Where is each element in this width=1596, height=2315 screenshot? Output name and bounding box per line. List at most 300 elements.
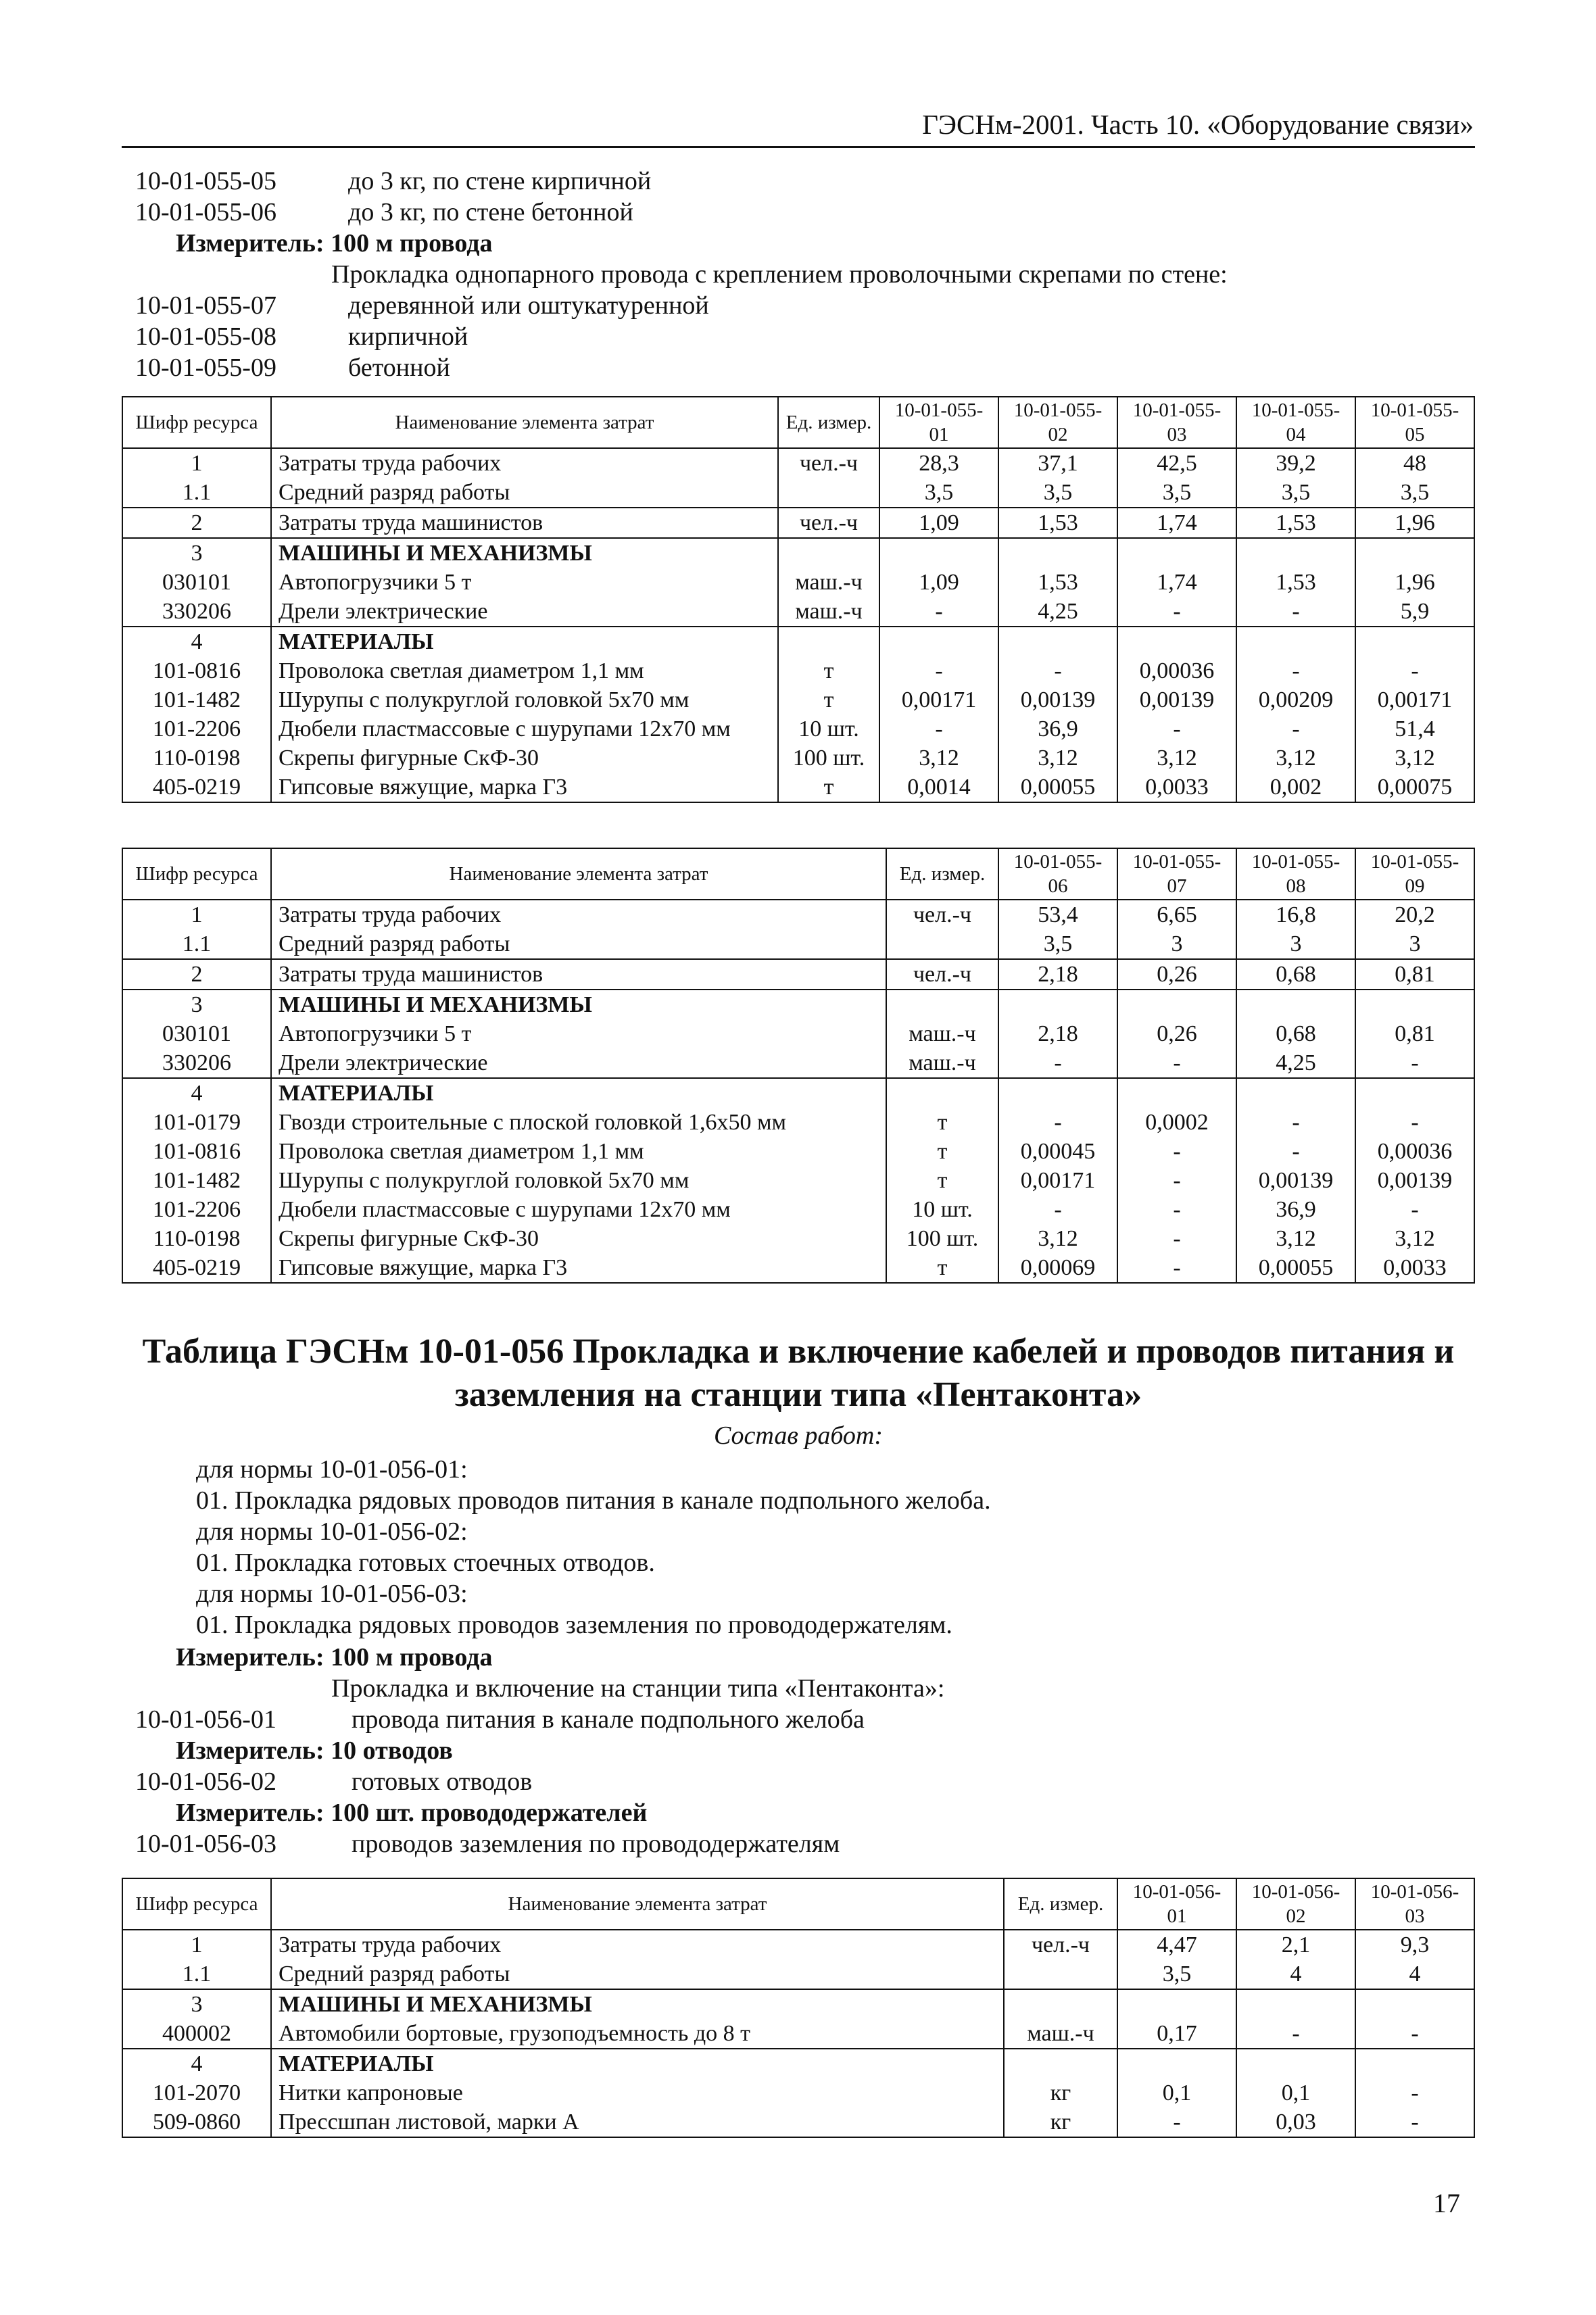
norm-value-cell: 16,8 (1236, 900, 1355, 929)
norm-value-cell (1117, 538, 1236, 568)
unit-cell: маш.-ч (778, 568, 879, 597)
norm-value-cell: - (1355, 2107, 1474, 2137)
norm-value-cell: 3 (1117, 929, 1236, 959)
norm-value-cell: 0,00075 (1355, 773, 1474, 802)
norm-value-cell: - (1236, 1108, 1355, 1137)
norm-value-cell: 0,00171 (1355, 685, 1474, 714)
table-title-line: заземления на станции типа «Пентаконта» (454, 1375, 1142, 1414)
norm-value-cell: 1,53 (998, 568, 1117, 597)
table-row (122, 685, 1474, 714)
norm-value-cell: 0,002 (1236, 773, 1355, 802)
cost-element-cell: Автомобили бортовые, грузоподъемность до 8 т (271, 2019, 1004, 2049)
column-header: 10-01-055-03 (1117, 397, 1236, 448)
cost-element-cell: Проволока светлая диаметром 1,1 мм (271, 1137, 886, 1166)
norm-value-cell: 0,00171 (879, 685, 998, 714)
composition-title: Состав работ: (713, 1421, 884, 1450)
measure-line (176, 1734, 453, 1767)
resource-table-055-a (122, 396, 1475, 803)
norm-value-cell: - (1117, 1137, 1236, 1166)
cost-element-cell: Шурупы с полукруглой головкой 5х70 мм (271, 1166, 886, 1195)
norm-value-cell: 3,12 (879, 744, 998, 773)
norm-value-cell: 1,53 (998, 508, 1117, 538)
resource-code-cell: 1.1 (122, 929, 271, 959)
cost-element-cell: Автопогрузчики 5 т (271, 1019, 886, 1048)
table-row (122, 929, 1474, 959)
norm-value-cell: 0,68 (1236, 1019, 1355, 1048)
table-row (122, 1959, 1474, 1989)
unit-cell: т (886, 1166, 998, 1195)
norm-value-cell: 0,17 (1117, 2019, 1236, 2049)
unit-cell (778, 627, 879, 656)
measure-line (176, 1797, 647, 1829)
table-row (122, 2019, 1474, 2049)
norm-value-cell (1355, 990, 1474, 1019)
resource-code-cell: 101-0816 (122, 1137, 271, 1166)
resource-code-cell: 1 (122, 900, 271, 929)
norm-value-cell: 1,74 (1117, 568, 1236, 597)
unit-cell: т (886, 1253, 998, 1283)
norm-value-cell: - (1355, 2078, 1474, 2107)
norm-value-cell: 3,12 (998, 1224, 1117, 1253)
column-header: 10-01-055-02 (998, 397, 1117, 448)
norm-value-cell: 36,9 (998, 714, 1117, 744)
column-header: Ед. измер. (778, 397, 879, 448)
table-row (122, 990, 1474, 1019)
norm-value-cell: - (998, 1108, 1117, 1137)
resource-code-cell: 330206 (122, 597, 271, 627)
resource-code-cell: 030101 (122, 1019, 271, 1048)
norm-value-cell: 1,96 (1355, 568, 1474, 597)
norm-value-cell: 0,00139 (998, 685, 1117, 714)
cost-element-cell: Шурупы с полукруглой головкой 5х70 мм (271, 685, 778, 714)
table-row (122, 448, 1474, 478)
unit-cell: маш.-ч (886, 1019, 998, 1048)
table-title (122, 1330, 1475, 1417)
norm-value-cell: - (998, 1048, 1117, 1078)
norm-value-cell: - (1355, 1048, 1474, 1078)
resource-code-cell: 101-0816 (122, 656, 271, 685)
page-number: 17 (1433, 2188, 1460, 2218)
norm-text: готовых отводов (352, 1768, 533, 1796)
table-row (122, 900, 1474, 929)
table-row (122, 597, 1474, 627)
norm-value-cell (1117, 1989, 1236, 2019)
norm-value-cell: 3,5 (1117, 1959, 1236, 1989)
norm-code: 10-01-055-06 (135, 198, 276, 226)
norm-value-cell: - (879, 597, 998, 627)
norm-value-cell: 3 (1236, 929, 1355, 959)
norm-text: деревянной или оштукатуренной (348, 291, 709, 320)
norm-value-cell: 0,1 (1117, 2078, 1236, 2107)
cost-element-cell: Скрепы фигурные СкФ-30 (271, 744, 778, 773)
cost-element-cell: Скрепы фигурные СкФ-30 (271, 1224, 886, 1253)
unit-cell: т (778, 685, 879, 714)
norm-value-cell (1117, 2049, 1236, 2078)
norm-value-cell: 0,81 (1355, 959, 1474, 990)
norm-value-cell: 0,00045 (998, 1137, 1117, 1166)
column-header: 10-01-055-06 (998, 848, 1117, 900)
cost-element-cell: Затраты труда рабочих (271, 1930, 1004, 1959)
norm-value-cell: 0,0014 (879, 773, 998, 802)
norm-value-cell: 0,26 (1117, 959, 1236, 990)
cost-element-cell: МАТЕРИАЛЫ (271, 627, 778, 656)
cost-element-cell: МАШИНЫ И МЕХАНИЗМЫ (271, 1989, 1004, 2019)
column-header: 10-01-055-01 (879, 397, 998, 448)
unit-cell (1004, 1959, 1117, 1989)
resource-code-cell: 4 (122, 2049, 271, 2078)
norm-value-cell: 3,12 (998, 744, 1117, 773)
cost-element-cell: Затраты труда рабочих (271, 448, 778, 478)
cost-element-cell: Прессшпан листовой, марки А (271, 2107, 1004, 2137)
norm-text: кирпичной (348, 322, 468, 351)
resource-table-055-b (122, 848, 1475, 1284)
table-row (122, 2107, 1474, 2137)
measure-line (176, 227, 493, 260)
cost-element-cell: Гвозди строительные с плоской головкой 1,6х50 мм (271, 1108, 886, 1137)
table-row (122, 538, 1474, 568)
norm-text: бетонной (348, 354, 450, 382)
measure-label: Измеритель: (176, 1736, 324, 1765)
composition-line: для нормы 10-01-056-03: (196, 1580, 468, 1608)
unit-cell: т (778, 773, 879, 802)
norm-value-cell: 28,3 (879, 448, 998, 478)
norm-value-cell: 3,12 (1236, 744, 1355, 773)
column-header: 10-01-056-03 (1355, 1878, 1474, 1930)
table-row (122, 656, 1474, 685)
norm-value-cell: 0,00069 (998, 1253, 1117, 1283)
composition-line: для нормы 10-01-056-01: (196, 1455, 468, 1484)
running-header: ГЭСНм-2001. Часть 10. «Оборудование связи» (922, 109, 1474, 140)
unit-cell: 10 шт. (886, 1195, 998, 1224)
norm-value-cell: 4 (1355, 1959, 1474, 1989)
resource-code-cell: 110-0198 (122, 744, 271, 773)
table-row (122, 1930, 1474, 1959)
resource-code-cell: 110-0198 (122, 1224, 271, 1253)
resource-code-cell: 405-0219 (122, 773, 271, 802)
norm-code: 10-01-055-09 (135, 354, 276, 382)
norm-value-cell (1355, 538, 1474, 568)
resource-code-cell: 101-0179 (122, 1108, 271, 1137)
header-rule (122, 146, 1475, 148)
norm-value-cell: 0,0033 (1355, 1253, 1474, 1283)
norm-value-cell: 0,00036 (1117, 656, 1236, 685)
resource-code-cell: 330206 (122, 1048, 271, 1078)
column-header: 10-01-056-01 (1117, 1878, 1236, 1930)
unit-cell: чел.-ч (1004, 1930, 1117, 1959)
norm-text: до 3 кг, по стене кирпичной (348, 167, 652, 195)
unit-cell: чел.-ч (778, 508, 879, 538)
table-row (122, 2049, 1474, 2078)
norm-value-cell (879, 627, 998, 656)
cost-element-cell: Автопогрузчики 5 т (271, 568, 778, 597)
table-row (122, 714, 1474, 744)
norm-value-cell (1117, 990, 1236, 1019)
table-row (122, 1048, 1474, 1078)
resource-code-cell: 1.1 (122, 1959, 271, 1989)
norm-value-cell: 3,5 (998, 929, 1117, 959)
table-row (122, 1137, 1474, 1166)
norm-value-cell: 53,4 (998, 900, 1117, 929)
column-header: Наименование элемента затрат (271, 848, 886, 900)
table-row (122, 1253, 1474, 1283)
table-row (122, 773, 1474, 802)
resource-code-cell: 2 (122, 959, 271, 990)
norm-value-cell: - (1117, 714, 1236, 744)
norm-value-cell: 42,5 (1117, 448, 1236, 478)
norm-value-cell: 1,74 (1117, 508, 1236, 538)
norm-code: 10-01-056-03 (135, 1830, 276, 1858)
norm-value-cell: 1,53 (1236, 508, 1355, 538)
unit-cell: чел.-ч (886, 900, 998, 929)
norm-value-cell: - (1355, 1195, 1474, 1224)
norm-value-cell (1236, 538, 1355, 568)
table-row (122, 1108, 1474, 1137)
table-row (122, 1019, 1474, 1048)
norm-value-cell: 4,25 (998, 597, 1117, 627)
norm-value-cell (998, 990, 1117, 1019)
norm-value-cell: - (1355, 1108, 1474, 1137)
table-header-row (122, 397, 1474, 448)
norm-value-cell: - (1236, 597, 1355, 627)
norm-value-cell: 0,00055 (998, 773, 1117, 802)
table-row (122, 744, 1474, 773)
norm-value-cell: 3,5 (998, 478, 1117, 508)
norm-value-cell: 0,00139 (1236, 1166, 1355, 1195)
subheading: Прокладка однопарного провода с креплением проволочными скрепами по стене: (331, 260, 1228, 289)
norm-value-cell: 1,96 (1355, 508, 1474, 538)
table-row (122, 1195, 1474, 1224)
resource-code-cell: 2 (122, 508, 271, 538)
norm-value-cell (1117, 627, 1236, 656)
norm-value-cell: - (879, 656, 998, 685)
norm-value-cell: - (1117, 597, 1236, 627)
column-header: Ед. измер. (1004, 1878, 1117, 1930)
norm-value-cell: - (1355, 656, 1474, 685)
cost-element-cell: Средний разряд работы (271, 478, 778, 508)
unit-cell (778, 478, 879, 508)
norm-code: 10-01-055-07 (135, 291, 276, 320)
table-row (122, 568, 1474, 597)
norm-value-cell (1355, 1989, 1474, 2019)
norm-value-cell: - (1117, 1166, 1236, 1195)
composition-line: для нормы 10-01-056-02: (196, 1517, 468, 1546)
resource-code-cell: 101-2206 (122, 714, 271, 744)
unit-cell: 100 шт. (778, 744, 879, 773)
norm-value-cell (998, 1078, 1117, 1108)
unit-cell: т (886, 1137, 998, 1166)
column-header: 10-01-055-05 (1355, 397, 1474, 448)
resource-code-cell: 030101 (122, 568, 271, 597)
cost-element-cell: Гипсовые вяжущие, марка Г3 (271, 1253, 886, 1283)
norm-value-cell: 2,18 (998, 1019, 1117, 1048)
measure-value: 10 отводов (331, 1736, 453, 1765)
column-header: 10-01-055-07 (1117, 848, 1236, 900)
table-title-line: Таблица ГЭСНм 10-01-056 Прокладка и включение кабелей и проводов питания и (142, 1332, 1455, 1371)
table-row (122, 627, 1474, 656)
norm-value-cell: 3,5 (879, 478, 998, 508)
norm-text: проводов заземления по провододержателям (352, 1830, 840, 1858)
column-header: 10-01-055-08 (1236, 848, 1355, 900)
norm-value-cell: 0,00055 (1236, 1253, 1355, 1283)
norm-value-cell (998, 538, 1117, 568)
column-header: 10-01-055-09 (1355, 848, 1474, 900)
cost-element-cell: Средний разряд работы (271, 929, 886, 959)
norm-value-cell: 3,5 (1117, 478, 1236, 508)
subheading: Прокладка и включение на станции типа «Пентаконта»: (331, 1674, 945, 1703)
cost-element-cell: Затраты труда рабочих (271, 900, 886, 929)
measure-value: 100 шт. провододержателей (331, 1799, 648, 1827)
unit-cell: маш.-ч (1004, 2019, 1117, 2049)
unit-cell: 100 шт. (886, 1224, 998, 1253)
norm-value-cell: 1,09 (879, 568, 998, 597)
cost-element-cell: МАШИНЫ И МЕХАНИЗМЫ (271, 990, 886, 1019)
norm-value-cell: - (1117, 2107, 1236, 2137)
norm-value-cell: 0,00139 (1355, 1166, 1474, 1195)
norm-value-cell: 3,5 (1236, 478, 1355, 508)
column-header: Шифр ресурса (122, 397, 271, 448)
unit-cell (886, 1078, 998, 1108)
resource-code-cell: 509-0860 (122, 2107, 271, 2137)
norm-value-cell: 39,2 (1236, 448, 1355, 478)
norm-value-cell: - (1117, 1195, 1236, 1224)
column-header: Ед. измер. (886, 848, 998, 900)
table-header-row (122, 848, 1474, 900)
unit-cell (886, 990, 998, 1019)
table-row (122, 959, 1474, 990)
resource-code-cell: 3 (122, 1989, 271, 2019)
norm-value-cell: - (879, 714, 998, 744)
norm-text: провода питания в канале подпольного желоба (352, 1705, 865, 1734)
norm-text: до 3 кг, по стене бетонной (348, 198, 633, 226)
table-header-row (122, 1878, 1474, 1930)
unit-cell: кг (1004, 2078, 1117, 2107)
unit-cell: кг (1004, 2107, 1117, 2137)
norm-value-cell (1236, 990, 1355, 1019)
norm-value-cell: 1,09 (879, 508, 998, 538)
resource-code-cell: 101-2070 (122, 2078, 271, 2107)
norm-value-cell: 3,5 (1355, 478, 1474, 508)
norm-value-cell: 9,3 (1355, 1930, 1474, 1959)
norm-value-cell (1236, 1989, 1355, 2019)
norm-value-cell: 0,00036 (1355, 1137, 1474, 1166)
unit-cell: т (886, 1108, 998, 1137)
column-header: 10-01-055-04 (1236, 397, 1355, 448)
resource-code-cell: 3 (122, 538, 271, 568)
measure-line (176, 1641, 493, 1674)
resource-code-cell: 4 (122, 627, 271, 656)
norm-code: 10-01-056-01 (135, 1705, 276, 1734)
resource-table-056 (122, 1878, 1475, 2138)
norm-value-cell: 3,12 (1355, 1224, 1474, 1253)
cost-element-cell: Средний разряд работы (271, 1959, 1004, 1989)
norm-value-cell: 0,0033 (1117, 773, 1236, 802)
table-row (122, 1078, 1474, 1108)
cost-element-cell: МАТЕРИАЛЫ (271, 2049, 1004, 2078)
column-header: Шифр ресурса (122, 1878, 271, 1930)
measure-value: 100 м провода (331, 229, 493, 258)
norm-value-cell (1355, 627, 1474, 656)
cost-element-cell: Нитки капроновые (271, 2078, 1004, 2107)
norm-value-cell: 51,4 (1355, 714, 1474, 744)
composition-line: 01. Прокладка рядовых проводов заземления по провододержателям. (196, 1611, 952, 1639)
norm-value-cell: 5,9 (1355, 597, 1474, 627)
norm-value-cell: 4,25 (1236, 1048, 1355, 1078)
table-row (122, 508, 1474, 538)
resource-code-cell: 3 (122, 990, 271, 1019)
norm-value-cell: 1,53 (1236, 568, 1355, 597)
norm-value-cell: 2,18 (998, 959, 1117, 990)
unit-cell: чел.-ч (886, 959, 998, 990)
cost-element-cell: Проволока светлая диаметром 1,1 мм (271, 656, 778, 685)
norm-value-cell (1236, 2049, 1355, 2078)
resource-code-cell: 4 (122, 1078, 271, 1108)
norm-value-cell: - (1236, 656, 1355, 685)
norm-value-cell: 37,1 (998, 448, 1117, 478)
cost-element-cell: Гипсовые вяжущие, марка Г3 (271, 773, 778, 802)
norm-value-cell: - (1355, 2019, 1474, 2049)
table-row (122, 1166, 1474, 1195)
norm-code: 10-01-055-05 (135, 167, 276, 195)
norm-value-cell: - (998, 1195, 1117, 1224)
composition-line: 01. Прокладка готовых стоечных отводов. (196, 1549, 655, 1577)
norm-code: 10-01-055-08 (135, 322, 276, 351)
resource-code-cell: 101-2206 (122, 1195, 271, 1224)
norm-value-cell: 48 (1355, 448, 1474, 478)
norm-value-cell: 3,12 (1117, 744, 1236, 773)
norm-value-cell: 0,1 (1236, 2078, 1355, 2107)
resource-code-cell: 101-1482 (122, 1166, 271, 1195)
resource-code-cell: 405-0219 (122, 1253, 271, 1283)
table-row (122, 1224, 1474, 1253)
norm-value-cell (998, 627, 1117, 656)
resource-code-cell: 101-1482 (122, 685, 271, 714)
cost-element-cell: Затраты труда машинистов (271, 508, 778, 538)
norm-value-cell (1117, 1078, 1236, 1108)
norm-value-cell: 0,68 (1236, 959, 1355, 990)
norm-value-cell: 0,00209 (1236, 685, 1355, 714)
unit-cell: 10 шт. (778, 714, 879, 744)
norm-value-cell (1236, 1078, 1355, 1108)
resource-code-cell: 1 (122, 448, 271, 478)
norm-value-cell (1236, 627, 1355, 656)
resource-code-cell: 1 (122, 1930, 271, 1959)
norm-code: 10-01-056-02 (135, 1768, 276, 1796)
norm-value-cell: 4,47 (1117, 1930, 1236, 1959)
cost-element-cell: Затраты труда машинистов (271, 959, 886, 990)
norm-value-cell: - (1236, 2019, 1355, 2049)
norm-value-cell: - (1117, 1048, 1236, 1078)
cost-element-cell: МАШИНЫ И МЕХАНИЗМЫ (271, 538, 778, 568)
table-row (122, 1989, 1474, 2019)
norm-value-cell: 2,1 (1236, 1930, 1355, 1959)
norm-value-cell: 6,65 (1117, 900, 1236, 929)
unit-cell (778, 538, 879, 568)
norm-value-cell: 0,00171 (998, 1166, 1117, 1195)
measure-label: Измеритель: (176, 1799, 324, 1827)
cost-element-cell: Дюбели пластмассовые с шурупами 12х70 мм (271, 714, 778, 744)
table-row (122, 478, 1474, 508)
norm-value-cell: 36,9 (1236, 1195, 1355, 1224)
cost-element-cell: Дрели электрические (271, 1048, 886, 1078)
norm-value-cell: 20,2 (1355, 900, 1474, 929)
resource-code-cell: 400002 (122, 2019, 271, 2049)
unit-cell: чел.-ч (778, 448, 879, 478)
unit-cell: маш.-ч (778, 597, 879, 627)
cost-element-cell: МАТЕРИАЛЫ (271, 1078, 886, 1108)
column-header: Наименование элемента затрат (271, 397, 778, 448)
cost-element-cell: Дрели электрические (271, 597, 778, 627)
norm-value-cell: - (1117, 1253, 1236, 1283)
